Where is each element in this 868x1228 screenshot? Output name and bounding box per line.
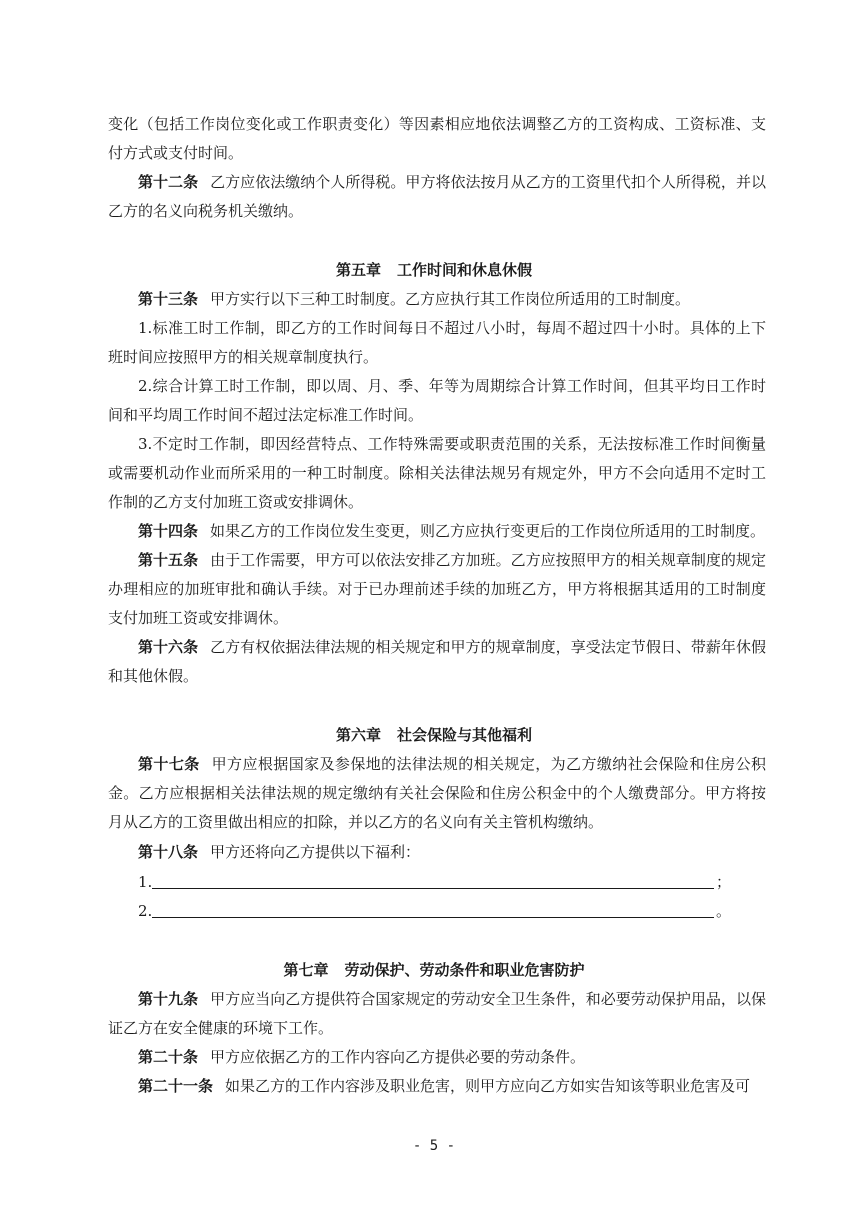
article-13-item-2: 2.综合计算工时工作制，即以周、月、季、年等为周期综合计算工作时间，但其平均日工作时间和平均周工作时间不超过法定标准工作时间。 [108, 377, 766, 424]
article-text: 甲方应根据国家及参保地的法律法规的相关规定，为乙方缴纳社会保险和住房公积金。乙方应根据相关法律法规的规定缴纳有关社会保险和住房公积金中的个人缴费部分。甲方将按月从乙方的工资里做出相应的扣除，并以乙方的名义向有关主管机构缴纳。 [108, 755, 766, 831]
continued-paragraph: 变化（包括工作岗位变化或工作职责变化）等因素相应地依法调整乙方的工资构成、工资标准、支付方式或支付时间。 [108, 115, 766, 162]
article-label: 第十七条 [138, 755, 200, 773]
article-text: 由于工作需要，甲方可以依法安排乙方加班。乙方应按照甲方的相关规章制度的规定办理相应的加班审批和确认手续。对于已办理前述手续的加班乙方，甲方将根据其适用的工时制度支付加班工资或安排调休。 [108, 551, 766, 627]
article-label: 第十三条 [138, 290, 199, 308]
article-text: 乙方应依法缴纳个人所得税。甲方将依法按月从乙方的工资里代扣个人所得税，并以乙方的名义向税务机关缴纳。 [108, 173, 766, 220]
chapter-title: 劳动保护、劳动条件和职业危害防护 [344, 961, 585, 979]
article-17 [108, 750, 766, 837]
benefit-blank-2 [138, 897, 732, 926]
chapter-7-heading [0, 956, 868, 985]
article-15 [108, 546, 766, 633]
chapter-number: 第六章 [335, 726, 381, 744]
article-13-item-1: 1.标准工时工作制，即乙方的工作时间每日不超过八小时，每周不超过四十小时。具体的上下班时间应按照甲方的相关规章制度执行。 [108, 319, 766, 366]
blank-number: 1. [138, 873, 153, 891]
blank-number: 2. [138, 902, 153, 920]
article-text: 甲方应当向乙方提供符合国家规定的劳动安全卫生条件，和必要劳动保护用品，以保证乙方在安全健康的环境下工作。 [108, 990, 766, 1037]
chapter-6-heading [0, 721, 868, 750]
article-14 [108, 517, 766, 546]
chapter-number: 第五章 [335, 261, 381, 279]
chapter-title: 工作时间和休息休假 [397, 261, 533, 279]
fill-in-line [152, 917, 714, 918]
article-13-item-3: 3.不定时工作制，即因经营特点、工作特殊需要或职责范围的关系，无法按标准工作时间衡量或需要机动作业而所采用的一种工时制度。除相关法律法规另有规定外，甲方不会向适用不定时工作制的乙方支付加班工资或安排调休。 [108, 435, 766, 511]
article-21 [108, 1072, 766, 1101]
article-20 [108, 1043, 766, 1072]
article-label: 第十四条 [138, 522, 199, 540]
article-text: 甲方实行以下三种工时制度。乙方应执行其工作岗位所适用的工时制度。 [210, 290, 691, 308]
article-label: 第二十一条 [138, 1077, 214, 1095]
page-number: - 5 - [412, 1138, 456, 1154]
article-label: 第十二条 [138, 173, 199, 191]
article-16 [108, 633, 766, 691]
article-12 [108, 168, 766, 226]
chapter-5-heading [0, 256, 868, 285]
article-text: 如果乙方的工作内容涉及职业危害，则甲方应向乙方如实告知该等职业危害及可 [225, 1077, 751, 1095]
article-13 [108, 285, 766, 314]
article-label: 第十九条 [138, 990, 199, 1008]
chapter-number: 第七章 [283, 961, 329, 979]
benefit-blank-1 [138, 868, 732, 897]
blank-terminator: 。 [716, 902, 732, 920]
article-text: 甲方应依据乙方的工作内容向乙方提供必要的劳动条件。 [210, 1048, 586, 1066]
article-text: 甲方还将向乙方提供以下福利： [210, 843, 421, 861]
article-18 [108, 838, 766, 867]
article-text: 如果乙方的工作岗位发生变更，则乙方应执行变更后的工作岗位所适用的工时制度。 [210, 522, 766, 540]
fill-in-line [152, 888, 714, 889]
article-19 [108, 985, 766, 1043]
article-label: 第二十条 [138, 1048, 199, 1066]
article-label: 第十八条 [138, 843, 199, 861]
article-label: 第十五条 [138, 551, 199, 569]
article-label: 第十六条 [138, 638, 199, 656]
chapter-title: 社会保险与其他福利 [397, 726, 533, 744]
article-text: 乙方有权依据法律法规的相关规定和甲方的规章制度，享受法定节假日、带薪年休假和其他休假。 [108, 638, 766, 685]
blank-terminator: ； [716, 873, 732, 891]
